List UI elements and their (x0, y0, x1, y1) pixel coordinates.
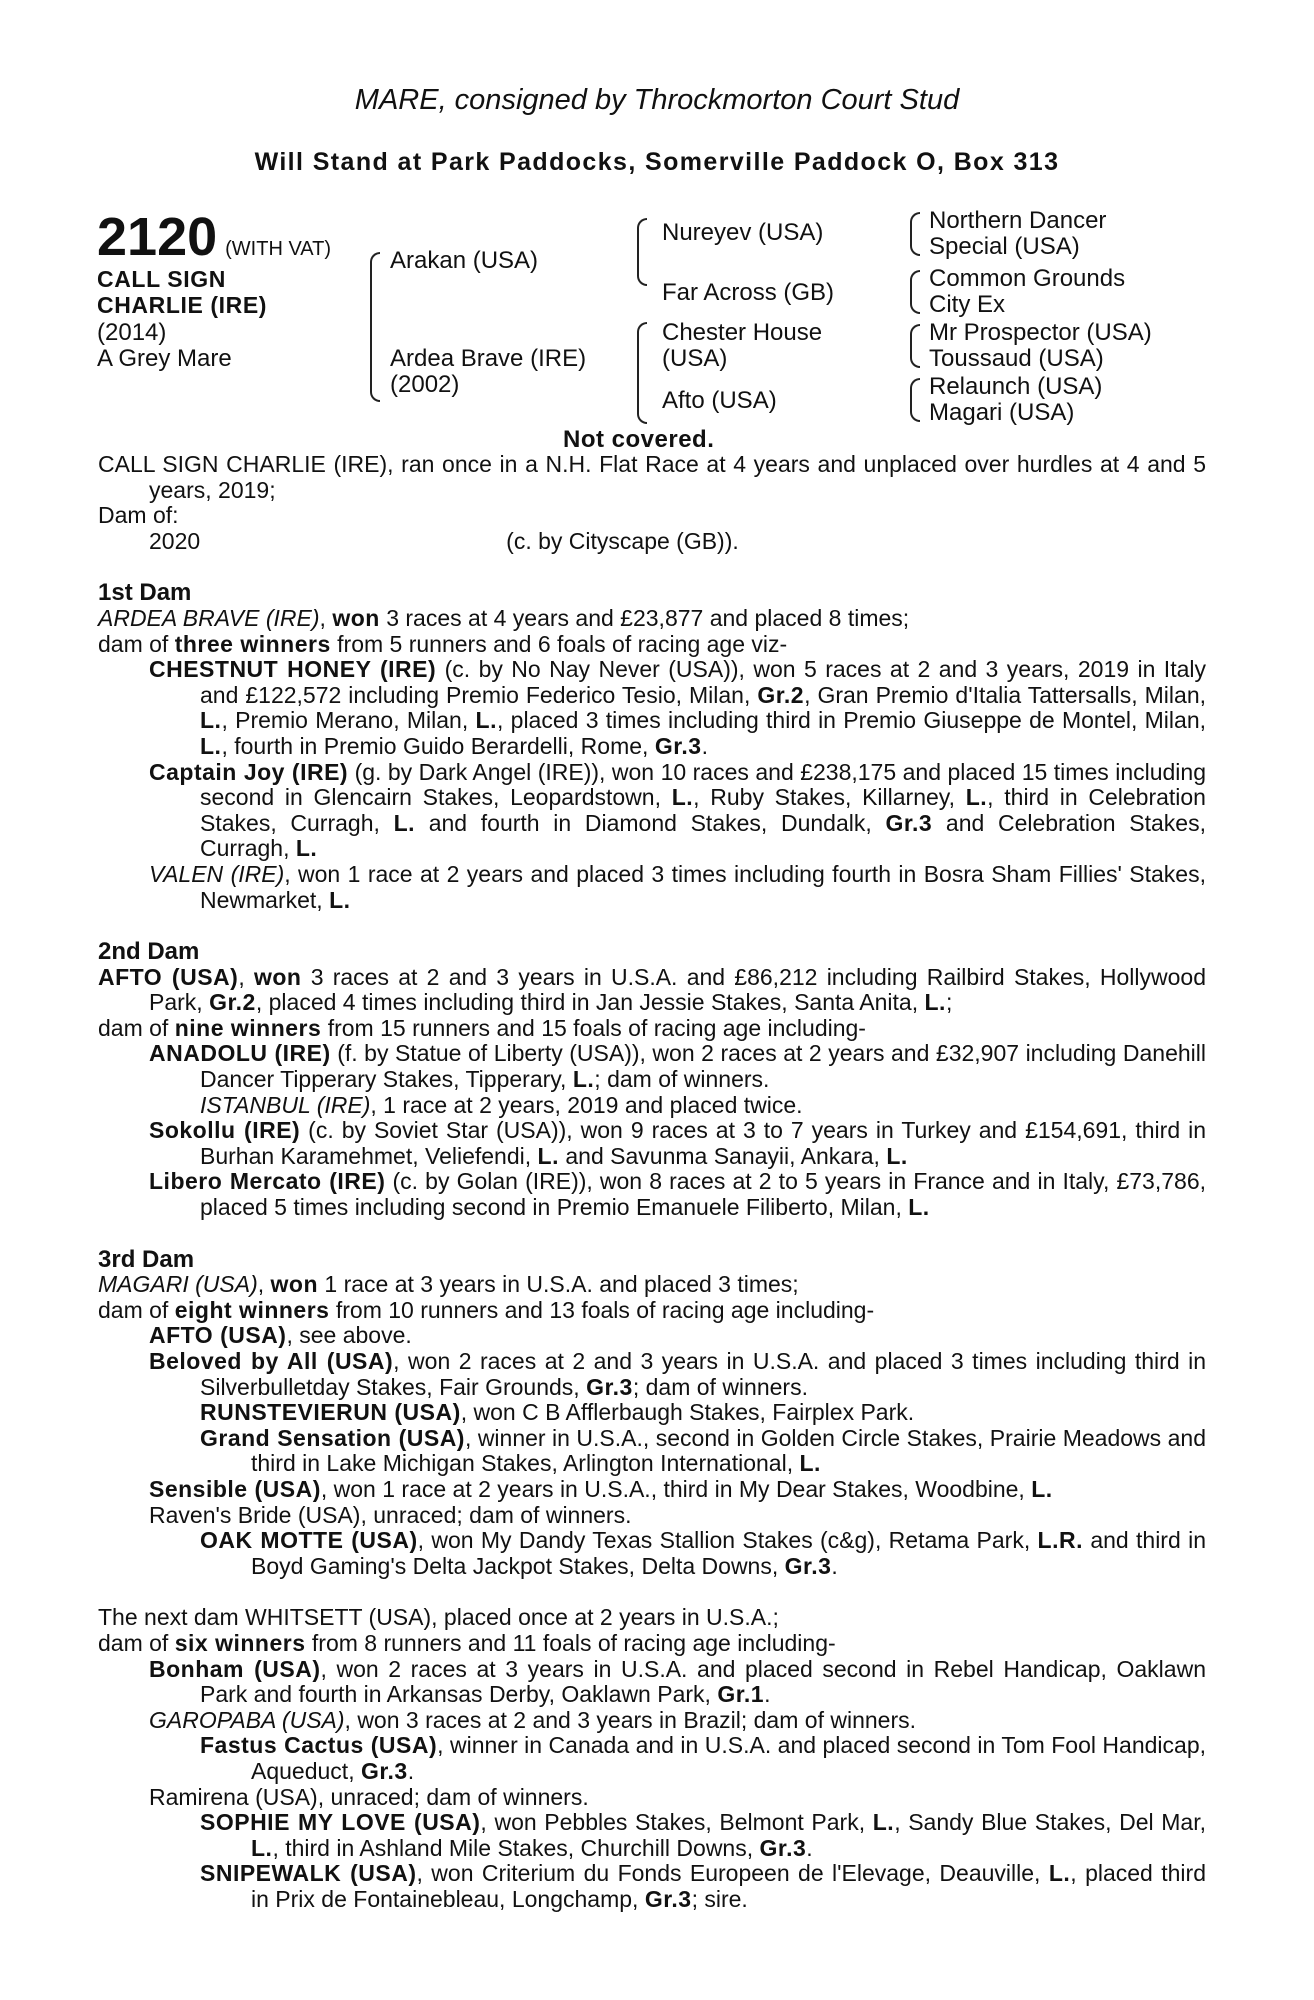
sire-sire: Nureyev (USA) (662, 219, 824, 246)
bracket-dam-parents (637, 322, 647, 424)
dam-year: (2002) (390, 371, 460, 398)
stand-location: Will Stand at Park Paddocks, Somerville Paddock O, Box 313 (254, 148, 1060, 176)
produce-entry: Sensible (USA), won 1 race at 2 years in U.S.A., third in My Dear Stakes, Woodbine, L. (149, 1475, 1053, 1502)
pedigree-block (97, 207, 1237, 440)
dam: Ardea Brave (IRE) (390, 345, 587, 372)
covering-status: Not covered. (563, 426, 715, 453)
dam-dam-sire: Relaunch (USA) (929, 373, 1103, 400)
dam-sire-country: (USA) (662, 345, 728, 372)
bracket-sire-parents (637, 218, 647, 286)
second-dam-heading: 2nd Dam (98, 938, 200, 966)
produce-2020: 2020 (c. by Cityscape (GB)). (149, 527, 739, 554)
bracket-sire-dam (370, 252, 380, 402)
dam-sire-dam: Toussaud (USA) (929, 345, 1104, 372)
third-dam-heading: 3rd Dam (98, 1245, 195, 1273)
produce-entry: Raven's Bride (USA), unraced; dam of winners. (149, 1501, 632, 1528)
produce-entry: Sokollu (IRE) (c. by Soviet Star (USA)), won 9 races at 3 to 7 years in Turkey and £154,691, third in Burhan Karamehmet, Veliefendi, L. and Savunma Sanayii, Ankara, L. (149, 1117, 1206, 1169)
dam-of-label: Dam of: (98, 502, 179, 529)
produce-entry: CHESTNUT HONEY (IRE) (c. by No Nay Never (USA)), won 5 races at 2 and 3 years, 2019 in Italy and £122,572 including Premio Federico Tesio, Milan, Gr.2, Gran Premio d'Italia Tattersalls, Milan, L., Premio Merano, Milan, L., placed 3 times including third in Premio Giuseppe de Montel, Milan, L., fourth in Premio Guido Berardelli, Rome, Gr.3. (149, 656, 1207, 759)
produce-entry: ANADOLU (IRE) (f. by Statue of Liberty (USA)), won 2 races at 2 years and £32,907 including Danehill Dancer Tipperary Stakes, Tipperary, L.; dam of winners. (149, 1040, 1206, 1093)
sire-dam-dam: City Ex (929, 291, 1006, 318)
produce-entry: Libero Mercato (IRE) (c. by Golan (IRE)), won 8 races at 2 to 5 years in France and in Italy, £73,786, placed 5 times including second in Premio Emanuele Filiberto, Milan, L. (149, 1168, 1206, 1221)
third-dam-produce: dam of eight winners from 10 runners and 13 foals of racing age including- (98, 1296, 875, 1323)
foaling-year: (2014) (97, 319, 167, 346)
produce-entry: AFTO (USA), see above. (149, 1322, 412, 1349)
produce-entry: Captain Joy (IRE) (g. by Dark Angel (IRE)), won 10 races and £238,175 and placed 15 times including second in Glencairn Stakes, Leopardstown, L., Ruby Stakes, Killarney, L., third in Celebration Stakes, Curragh, L. and fourth in Diamond Stakes, Dundalk, Gr.3 and Celebration Stakes, Curragh, L. (149, 758, 1206, 862)
dam-sire-sire: Mr Prospector (USA) (929, 319, 1152, 346)
produce-entry: VALEN (IRE), won 1 race at 2 years and placed 3 times including fourth in Bosra Sham Fillies' Stakes, Newmarket, L. (149, 860, 1206, 913)
produce-entry: Bonham (USA), won 2 races at 3 years in U.S.A. and placed second in Rebel Handicap, Oaklawn Park and fourth in Arkansas Derby, Oaklawn Park, Gr.1. (149, 1655, 1206, 1708)
horse-description: A Grey Mare (97, 345, 232, 372)
first-dam-record: ARDEA BRAVE (IRE), won 3 races at 4 years and £23,877 and placed 8 times; (98, 604, 910, 631)
consignor-heading: MARE, consigned by Throckmorton Court Stud (354, 84, 960, 116)
produce-entry: GAROPABA (USA), won 3 races at 2 and 3 years in Brazil; dam of winners. (149, 1706, 916, 1733)
bracket-g3 (910, 324, 920, 368)
sire: Arakan (USA) (390, 247, 539, 274)
horse-record: CALL SIGN CHARLIE (IRE), ran once in a N.H. Flat Race at 4 years and unplaced over hurdles at 4 and 5 years, 2019; (98, 451, 1206, 503)
sire-dam: Far Across (GB) (662, 279, 835, 306)
lot-number: 2120 (WITH VAT) (97, 207, 332, 267)
dam-dam-dam: Magari (USA) (929, 399, 1075, 426)
vat-note: (WITH VAT) (225, 238, 332, 260)
sire-sire-sire: Northern Dancer (929, 207, 1107, 234)
dam-sire: Chester House (662, 319, 823, 346)
horse-name-line1: CALL SIGN (97, 266, 226, 292)
produce-entry: RUNSTEVIERUN (USA), won C B Afflerbaugh Stakes, Fairplex Park. (200, 1399, 915, 1426)
produce-entry: ISTANBUL (IRE), 1 race at 2 years, 2019 and placed twice. (200, 1091, 803, 1118)
horse-name-line2: CHARLIE (IRE) (97, 292, 268, 318)
catalogue-text (98, 452, 1206, 1912)
first-dam-produce: dam of three winners from 5 runners and 6 foals of racing age viz- (98, 630, 788, 657)
produce-entry: Ramirena (USA), unraced; dam of winners. (149, 1783, 589, 1810)
next-dam-produce: dam of six winners from 8 runners and 11 foals of racing age including- (98, 1629, 836, 1656)
produce-entry: SOPHIE MY LOVE (USA), won Pebbles Stakes, Belmont Park, L., Sandy Blue Stakes, Del Mar, L., third in Ashland Mile Stakes, Churchill Downs, Gr.3. (200, 1809, 1206, 1861)
produce-entry: Grand Sensation (USA), winner in U.S.A., second in Golden Circle Stakes, Prairie Meadows and third in Lake Michigan Stakes, Arlington International, L. (200, 1424, 1206, 1477)
produce-entry: Beloved by All (USA), won 2 races at 2 and 3 years in U.S.A. and placed 3 times including third in Silverbulletday Stakes, Fair Grounds, Gr.3; dam of winners. (149, 1348, 1206, 1400)
bracket-g1 (910, 212, 920, 256)
bracket-g2 (910, 270, 920, 314)
produce-entry: SNIPEWALK (USA), won Criterium du Fonds Europeen de l'Elevage, Deauville, L., placed third in Prix de Fontainebleau, Longchamp, Gr.3; sire. (200, 1860, 1206, 1912)
sire-sire-dam: Special (USA) (929, 233, 1080, 260)
second-dam-record: AFTO (USA), won 3 races at 2 and 3 years in U.S.A. and £86,212 including Railbird Stakes, Hollywood Park, Gr.2, placed 4 times including third in Jan Jessie Stakes, Santa Anita, L.; (98, 963, 1207, 1016)
bracket-g4 (910, 378, 920, 422)
sire-dam-sire: Common Grounds (929, 265, 1126, 292)
produce-entry: Fastus Cactus (USA), winner in Canada and in U.S.A. and placed second in Tom Fool Handicap, Aqueduct, Gr.3. (200, 1732, 1207, 1784)
second-dam-produce: dam of nine winners from 15 runners and 15 foals of racing age including- (98, 1014, 866, 1041)
next-dam-record: The next dam WHITSETT (USA), placed once at 2 years in U.S.A.; (98, 1604, 779, 1631)
dam-dam: Afto (USA) (662, 387, 777, 414)
third-dam-record: MAGARI (USA), won 1 race at 3 years in U.S.A. and placed 3 times; (98, 1271, 799, 1298)
produce-entry: OAK MOTTE (USA), won My Dandy Texas Stallion Stakes (c&g), Retama Park, L.R. and third in Boyd Gaming's Delta Jackpot Stakes, Delta Downs, Gr.3. (200, 1527, 1206, 1579)
first-dam-heading: 1st Dam (98, 579, 192, 607)
